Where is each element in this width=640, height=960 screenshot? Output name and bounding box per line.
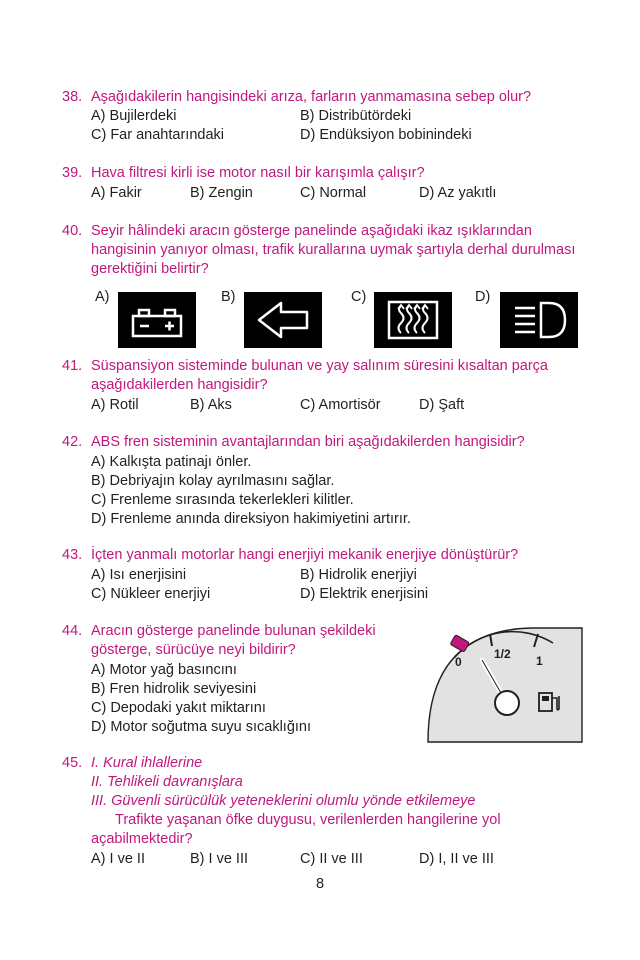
option-b[interactable]: B) Debriyajın kolay ayrılmasını sağlar. (91, 473, 335, 489)
statement-i: I. Kural ihlallerine (91, 755, 203, 771)
question-text: İçten yanmalı motorlar hangi enerjiyi mekanik enerjiye dönüştürür? (91, 547, 519, 563)
question-number: 45. (62, 755, 83, 771)
option-b[interactable]: B) I ve III (190, 851, 249, 867)
option-c[interactable]: C) Depodaki yakıt miktarını (91, 700, 266, 716)
gauge-label-empty: 0 (455, 655, 462, 669)
option-d[interactable]: D) Az yakıtlı (419, 185, 497, 201)
option-c[interactable]: C) Nükleer enerjiyi (91, 586, 211, 602)
statement-iii: III. Güvenli sürücülük yeteneklerini olumlu yönde etkilemeye (91, 793, 476, 809)
option-c[interactable]: C) Frenleme sırasında tekerlekleri kilitler. (91, 492, 354, 508)
gauge-label-full: 1 (536, 654, 543, 668)
option-a[interactable]: A) Rotil (91, 397, 139, 413)
option-a[interactable]: A) Bujilerdeki (91, 108, 177, 124)
option-b[interactable]: B) Hidrolik enerjiyi (300, 567, 417, 583)
question-number: 43. (62, 547, 83, 563)
option-a[interactable]: A) I ve II (91, 851, 145, 867)
question-text: Trafikte yaşanan öfke duygusu, verilenlerden hangilerine yol açabilmektedir? (91, 812, 501, 847)
question-text: Hava filtresi kirli ise motor nasıl bir karışımla çalışır? (91, 165, 425, 181)
option-a[interactable]: A) Fakir (91, 185, 142, 201)
question-text: Seyir hâlindeki aracın gösterge panelinde aşağıdaki ikaz ışıklarından hangisinin yanıyor olması, trafik kurallarına uymak şartıyla derhal durulması gerektiğini belirtir? (91, 223, 576, 277)
left-arrow-icon[interactable] (244, 292, 322, 348)
question-text: ABS fren sisteminin avantajlarından biri aşağıdakilerden hangisidir? (91, 434, 525, 450)
option-b[interactable]: B) (221, 289, 236, 305)
rear-defroster-icon[interactable] (374, 292, 452, 348)
option-b[interactable]: B) Zengin (190, 185, 253, 201)
option-c[interactable]: C) Amortisör (300, 397, 381, 413)
option-c[interactable]: C) Normal (300, 185, 367, 201)
option-b[interactable]: B) Distribütördeki (300, 108, 412, 124)
option-b[interactable]: B) Fren hidrolik seviyesini (91, 681, 257, 697)
option-b[interactable]: B) Aks (190, 397, 232, 413)
fuel-gauge (420, 620, 590, 746)
option-a[interactable]: A) (95, 289, 110, 305)
question-text: Süspansiyon sisteminde bulunan ve yay salınım süresini kısaltan parça aşağıdakilerden hangisidir? (91, 358, 548, 393)
question-text: Aracın gösterge panelinde bulunan şekildeki gösterge, sürücüye neyi bildirir? (91, 623, 376, 658)
option-a[interactable]: A) Isı enerjisini (91, 567, 187, 583)
option-d[interactable]: D) Endüksiyon bobinindeki (300, 127, 472, 143)
headlight-icon[interactable] (500, 292, 578, 348)
question-number: 41. (62, 358, 83, 374)
option-d[interactable]: D) (475, 289, 491, 305)
option-c[interactable]: C) Far anahtarındaki (91, 127, 224, 143)
page-number: 8 (315, 876, 325, 892)
option-d[interactable]: D) I, II ve III (419, 851, 494, 867)
option-d[interactable]: D) Şaft (419, 397, 465, 413)
gauge-label-half: 1/2 (494, 647, 511, 661)
question-number: 39. (62, 165, 83, 181)
question-number: 42. (62, 434, 83, 450)
question-number: 44. (62, 623, 83, 639)
option-c[interactable]: C) (351, 289, 367, 305)
battery-icon[interactable] (118, 292, 196, 348)
option-d[interactable]: D) Elektrik enerjisini (300, 586, 429, 602)
option-c[interactable]: C) II ve III (300, 851, 363, 867)
option-a[interactable]: A) Motor yağ basıncını (91, 662, 237, 678)
option-a[interactable]: A) Kalkışta patinajı önler. (91, 454, 252, 470)
question-number: 38. (62, 89, 83, 105)
statement-ii: II. Tehlikeli davranışlara (91, 774, 243, 790)
option-d[interactable]: D) Frenleme anında direksiyon hakimiyetini artırır. (91, 511, 411, 527)
question-text: Aşağıdakilerin hangisindeki arıza, farların yanmamasına sebep olur? (91, 89, 532, 105)
option-d[interactable]: D) Motor soğutma suyu sıcaklığını (91, 719, 311, 735)
question-number: 40. (62, 223, 83, 239)
